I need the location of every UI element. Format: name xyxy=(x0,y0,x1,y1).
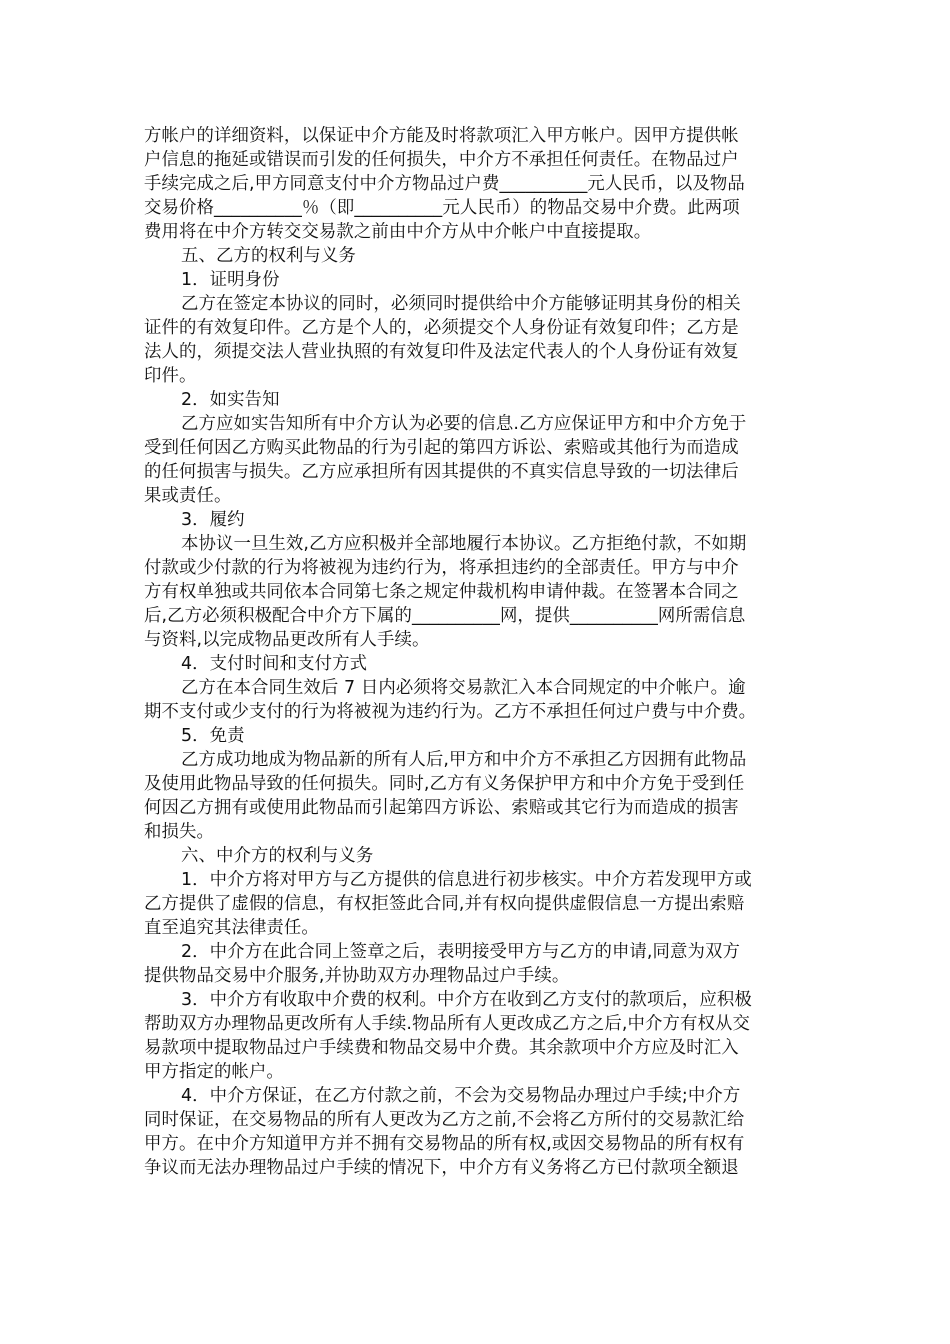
text-line: 4．中介方保证，在乙方付款之前，不会为交易物品办理过户手续;中介方 xyxy=(181,1086,741,1106)
text-line: 付款或少付款的行为将被视为违约行为，将承担违约的全部责任。甲方与中介 xyxy=(144,558,739,578)
text-line: 手续完成之后,甲方同意支付中介方物品过户费__________元人民币，以及物品 xyxy=(144,174,745,194)
text-line: 方帐户的详细资料，以保证中介方能及时将款项汇入甲方帐户。因甲方提供帐 xyxy=(144,126,739,146)
text-line: 期不支付或少支付的行为将被视为违约行为。乙方不承担任何过户费与中介费。 xyxy=(144,702,757,722)
text-line: 5．免责 xyxy=(181,726,245,746)
text-line: 交易价格__________％（即__________元人民币）的物品交易中介费。此两项 xyxy=(144,198,740,218)
text-line: 费用将在中介方转交交易款之前由中介方从中介帐户中直接提取。 xyxy=(144,222,652,242)
text-line: 与资料,以完成物品更改所有人手续。 xyxy=(144,630,430,650)
text-line: 4．支付时间和支付方式 xyxy=(181,654,368,674)
text-line: 本协议一旦生效,乙方应积极并全部地履行本协议。乙方拒绝付款，不如期 xyxy=(181,534,747,554)
text-line: 和损失。 xyxy=(144,822,214,842)
text-line: 及使用此物品导致的任何损失。同时,乙方有义务保护甲方和中介方免于受到任 xyxy=(144,774,745,794)
text-line: 争议而无法办理物品过户手续的情况下，中介方有义务将乙方已付款项全额退 xyxy=(144,1158,739,1178)
text-line: 法人的，须提交法人营业执照的有效复印件及法定代表人的个人身份证有效复 xyxy=(144,342,739,362)
text-line: 直至追究其法律责任。 xyxy=(144,918,319,938)
text-line: 何因乙方拥有或使用此物品而引起第四方诉讼、索赔或其它行为而造成的损害 xyxy=(144,798,739,818)
text-line: 1．中介方将对甲方与乙方提供的信息进行初步核实。中介方若发现甲方或 xyxy=(181,870,752,890)
text-line: 六、中介方的权利与义务 xyxy=(181,846,374,866)
text-line: 提供物品交易中介服务,并协助双方办理物品过户手续。 xyxy=(144,966,570,986)
text-line: 帮助双方办理物品更改所有人手续.物品所有人更改成乙方之后,中介方有权从交 xyxy=(144,1014,750,1034)
text-line: 1．证明身份 xyxy=(181,270,280,290)
text-line: 五、乙方的权利与义务 xyxy=(181,246,356,266)
text-line: 甲方。在中介方知道甲方并不拥有交易物品的所有权,或因交易物品的所有权有 xyxy=(144,1134,745,1154)
text-line: 2．中介方在此合同上签章之后，表明接受甲方与乙方的申请,同意为双方 xyxy=(181,942,741,962)
text-line: 印件。 xyxy=(144,366,197,386)
text-line: 户信息的拖延或错误而引发的任何损失，中介方不承担任何责任。在物品过户 xyxy=(144,150,739,170)
text-line: 后,乙方必须积极配合中介方下属的__________网，提供__________网所需信息 xyxy=(144,606,746,626)
text-line: 乙方应如实告知所有中介方认为必要的信息.乙方应保证甲方和中介方免于 xyxy=(181,414,747,434)
text-line: 乙方成功地成为物品新的所有人后,甲方和中介方不承担乙方因拥有此物品 xyxy=(181,750,747,770)
text-line: 乙方提供了虚假的信息，有权拒签此合同,并有权向提供虚假信息一方提出索赔 xyxy=(144,894,745,914)
text-line: 易款项中提取物品过户手续费和物品交易中介费。其余款项中介方应及时汇入 xyxy=(144,1038,739,1058)
text-line: 乙方在本合同生效后 7 日内必须将交易款汇入本合同规定的中介帐户。逾 xyxy=(181,678,746,698)
text-line: 2．如实告知 xyxy=(181,390,280,410)
text-line: 的任何损害与损失。乙方应承担所有因其提供的不真实信息导致的一切法律后 xyxy=(144,462,739,482)
text-line: 果或责任。 xyxy=(144,486,232,506)
document-page xyxy=(144,124,814,1180)
text-line: 方有权单独或共同依本合同第七条之规定仲裁机构申请仲裁。在签署本合同之 xyxy=(144,582,739,602)
text-line: 乙方在签定本协议的同时，必须同时提供给中介方能够证明其身份的相关 xyxy=(181,294,741,314)
text-line: 受到任何因乙方购买此物品的行为引起的第四方诉讼、索赔或其他行为而造成 xyxy=(144,438,739,458)
text-line: 3．履约 xyxy=(181,510,245,530)
text-line: 证件的有效复印件。乙方是个人的，必须提交个人身份证有效复印件；乙方是 xyxy=(144,318,739,338)
text-line: 3．中介方有收取中介费的权利。中介方在收到乙方支付的款项后，应积极 xyxy=(181,990,752,1010)
text-line: 甲方指定的帐户。 xyxy=(144,1062,284,1082)
text-line: 同时保证，在交易物品的所有人更改为乙方之前,不会将乙方所付的交易款汇给 xyxy=(144,1110,745,1130)
